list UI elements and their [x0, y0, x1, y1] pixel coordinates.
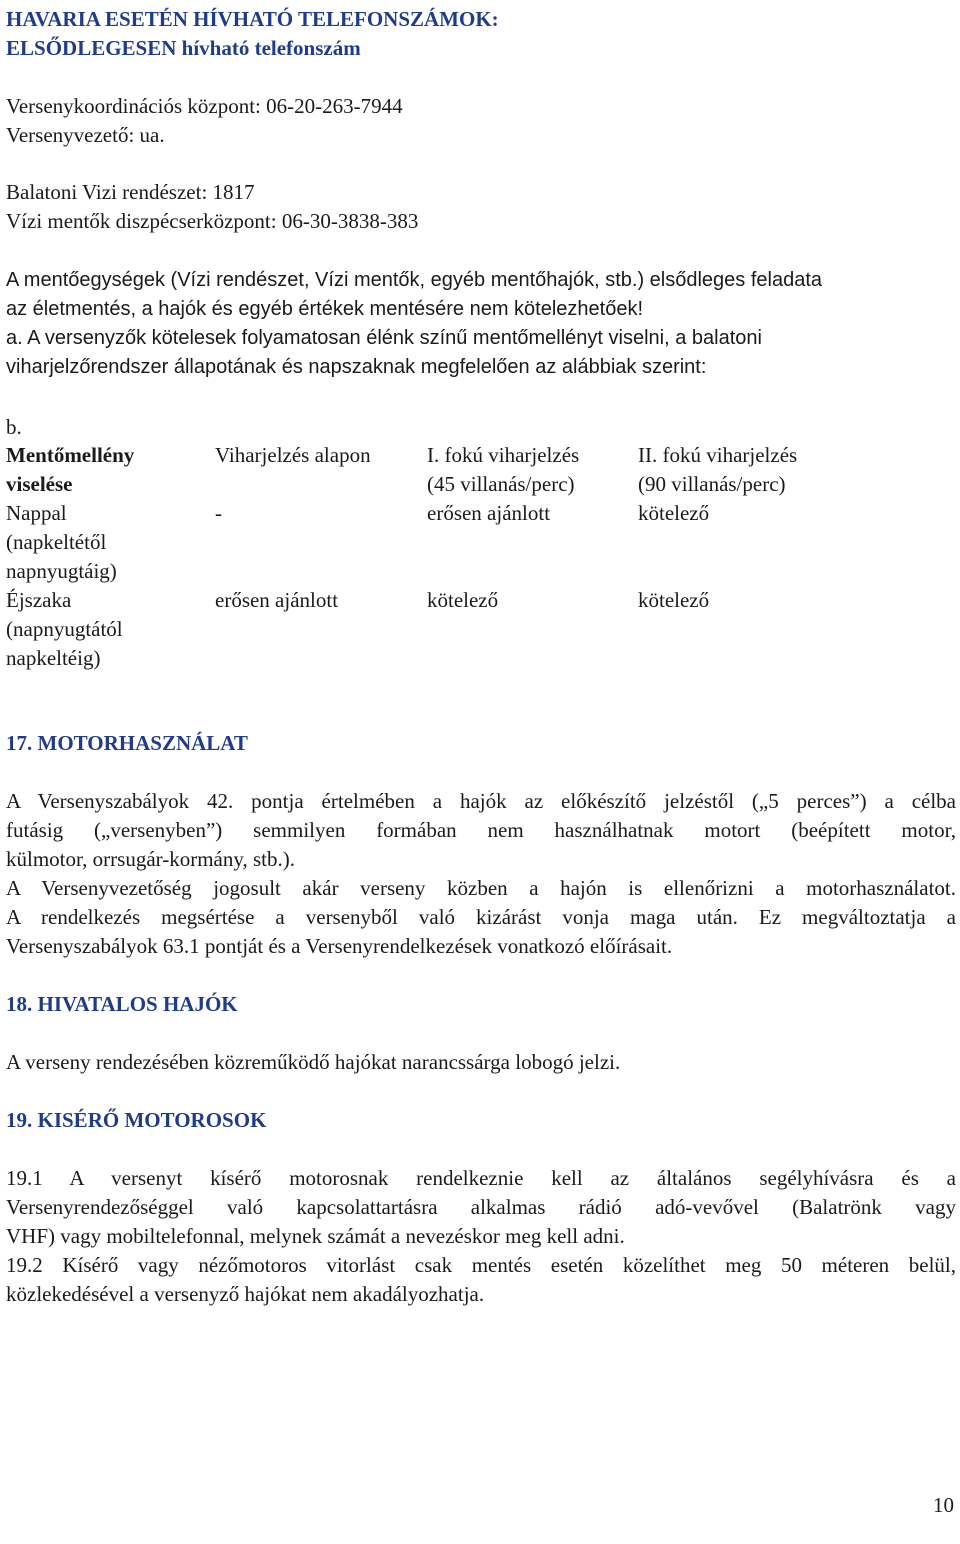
table-header-label: [6, 441, 134, 499]
table-header-storm-base: [215, 441, 371, 470]
row-label-text: napnyugtáig): [6, 559, 117, 583]
contact-group-2: [6, 178, 956, 236]
contact-line: Versenykoordinációs központ: 06-20-263-7944: [6, 94, 403, 118]
row-label-text: (napnyugtától: [6, 617, 123, 641]
table-header-level-2: [638, 441, 797, 499]
header-text: (90 villanás/perc): [638, 472, 786, 496]
paragraph-line: közlekedésével a versenyző hajókat nem akadályozhatja.: [6, 1282, 485, 1306]
header-text: (45 villanás/perc): [427, 472, 575, 496]
hotlines-block: [6, 5, 956, 63]
rescue-note-line: A mentőegységek (Vízi rendészet, Vízi mentők, egyéb mentőhajók, stb.) elsődleges feladata: [6, 269, 823, 291]
contact-line: Balatoni Vizi rendészet: 1817: [6, 180, 255, 204]
table-cell: kötelező: [427, 588, 499, 612]
header-text: II. fokú viharjelzés: [638, 443, 798, 467]
row-label-text: Éjszaka: [6, 588, 72, 612]
section-17-title: 17. MOTORHASZNÁLAT: [6, 731, 248, 755]
paragraph-line: Versenyszabályok 63.1 pontját és a Versenyrendelkezések vonatkozó előírásait.: [6, 934, 673, 958]
header-text: viselése: [6, 472, 73, 496]
section-19-para-2: [6, 1251, 956, 1309]
paragraph-line: 19.1 A versenyt kísérő motorosnak rendelkeznie kell az általános segélyhívásra és a: [6, 1166, 956, 1190]
table-cell: kötelező: [638, 588, 710, 612]
row-label-text: (napkeltétől: [6, 530, 107, 554]
paragraph-line: A rendelkezés megsértése a versenyből való kizárást vonja maga után. Ez megváltoztatja a: [6, 905, 956, 929]
rescue-note-line: az életmentés, a hajók és egyéb értékek mentésére nem kötelezhetőek!: [6, 298, 644, 320]
table-cell: kötelező: [638, 501, 710, 525]
row-label-text: napkeltéig): [6, 646, 101, 670]
contact-line: Vízi mentők diszpécserközpont: 06-30-3838-383: [6, 209, 419, 233]
table-prefix: b.: [6, 415, 22, 439]
table-row-label-night: [6, 586, 123, 673]
header-text: Mentőmellény: [6, 443, 135, 467]
page-number: 10: [933, 1493, 954, 1517]
paragraph-line: 19.2 Kísérő vagy nézőmotoros vitorlást csak mentés esetén közelíthet meg 50 méteren belül,: [6, 1253, 956, 1277]
paragraph-line: külmotor, orrsugár-kormány, stb.).: [6, 847, 295, 871]
table-cell: -: [215, 501, 222, 525]
table-cell: erősen ajánlott: [427, 501, 551, 525]
contact-line: Versenyvezető: ua.: [6, 123, 165, 147]
header-text: Viharjelzés alapon: [215, 443, 371, 467]
table-cell: erősen ajánlott: [215, 588, 339, 612]
rescue-note: [6, 266, 956, 382]
hotlines-subtitle: ELSŐDLEGESEN hívható telefonszám: [6, 36, 361, 60]
lifejacket-table: [6, 413, 956, 678]
section-17-para-2: [6, 874, 956, 961]
paragraph-line: A Versenyszabályok 42. pontja értelmében a hajók az előkészítő jelzéstől („5 perces”) a célba: [6, 789, 956, 813]
table-row-label-day: [6, 499, 117, 586]
table-header-level-1: [427, 441, 579, 499]
paragraph-line: futásig („versenyben”) semmilyen formában nem használhatnak motort (beépített motor,: [6, 818, 956, 842]
section-18-title: 18. HIVATALOS HAJÓK: [6, 992, 238, 1016]
paragraph-line: VHF) vagy mobiltelefonnal, melynek számát a nevezéskor meg kell adni.: [6, 1224, 625, 1248]
section-19-title: 19. KISÉRŐ MOTOROSOK: [6, 1108, 267, 1132]
section-19-para-1: [6, 1164, 956, 1251]
row-label-text: Nappal: [6, 501, 67, 525]
hotlines-title: HAVARIA ESETÉN HÍVHATÓ TELEFONSZÁMOK:: [6, 7, 499, 31]
rescue-note-line: a. A versenyzők kötelesek folyamatosan élénk színű mentőmellényt viselni, a balatoni: [6, 327, 762, 349]
paragraph-line: A Versenyvezetőség jogosult akár verseny közben a hajón is ellenőrizni a motorhasználatot.: [6, 876, 956, 900]
section-17-para-1: [6, 787, 956, 874]
rescue-note-line: viharjelzőrendszer állapotának és napszaknak megfelelően az alábbiak szerint:: [6, 356, 707, 378]
header-text: I. fokú viharjelzés: [427, 443, 580, 467]
section-18-text: A verseny rendezésében közreműködő hajókat narancssárga lobogó jelzi.: [6, 1050, 621, 1074]
paragraph-line: Versenyrendezőséggel való kapcsolattartásra alkalmas rádió adó-vevővel (Balatrönk vagy: [6, 1195, 956, 1219]
contact-group-1: [6, 92, 956, 150]
